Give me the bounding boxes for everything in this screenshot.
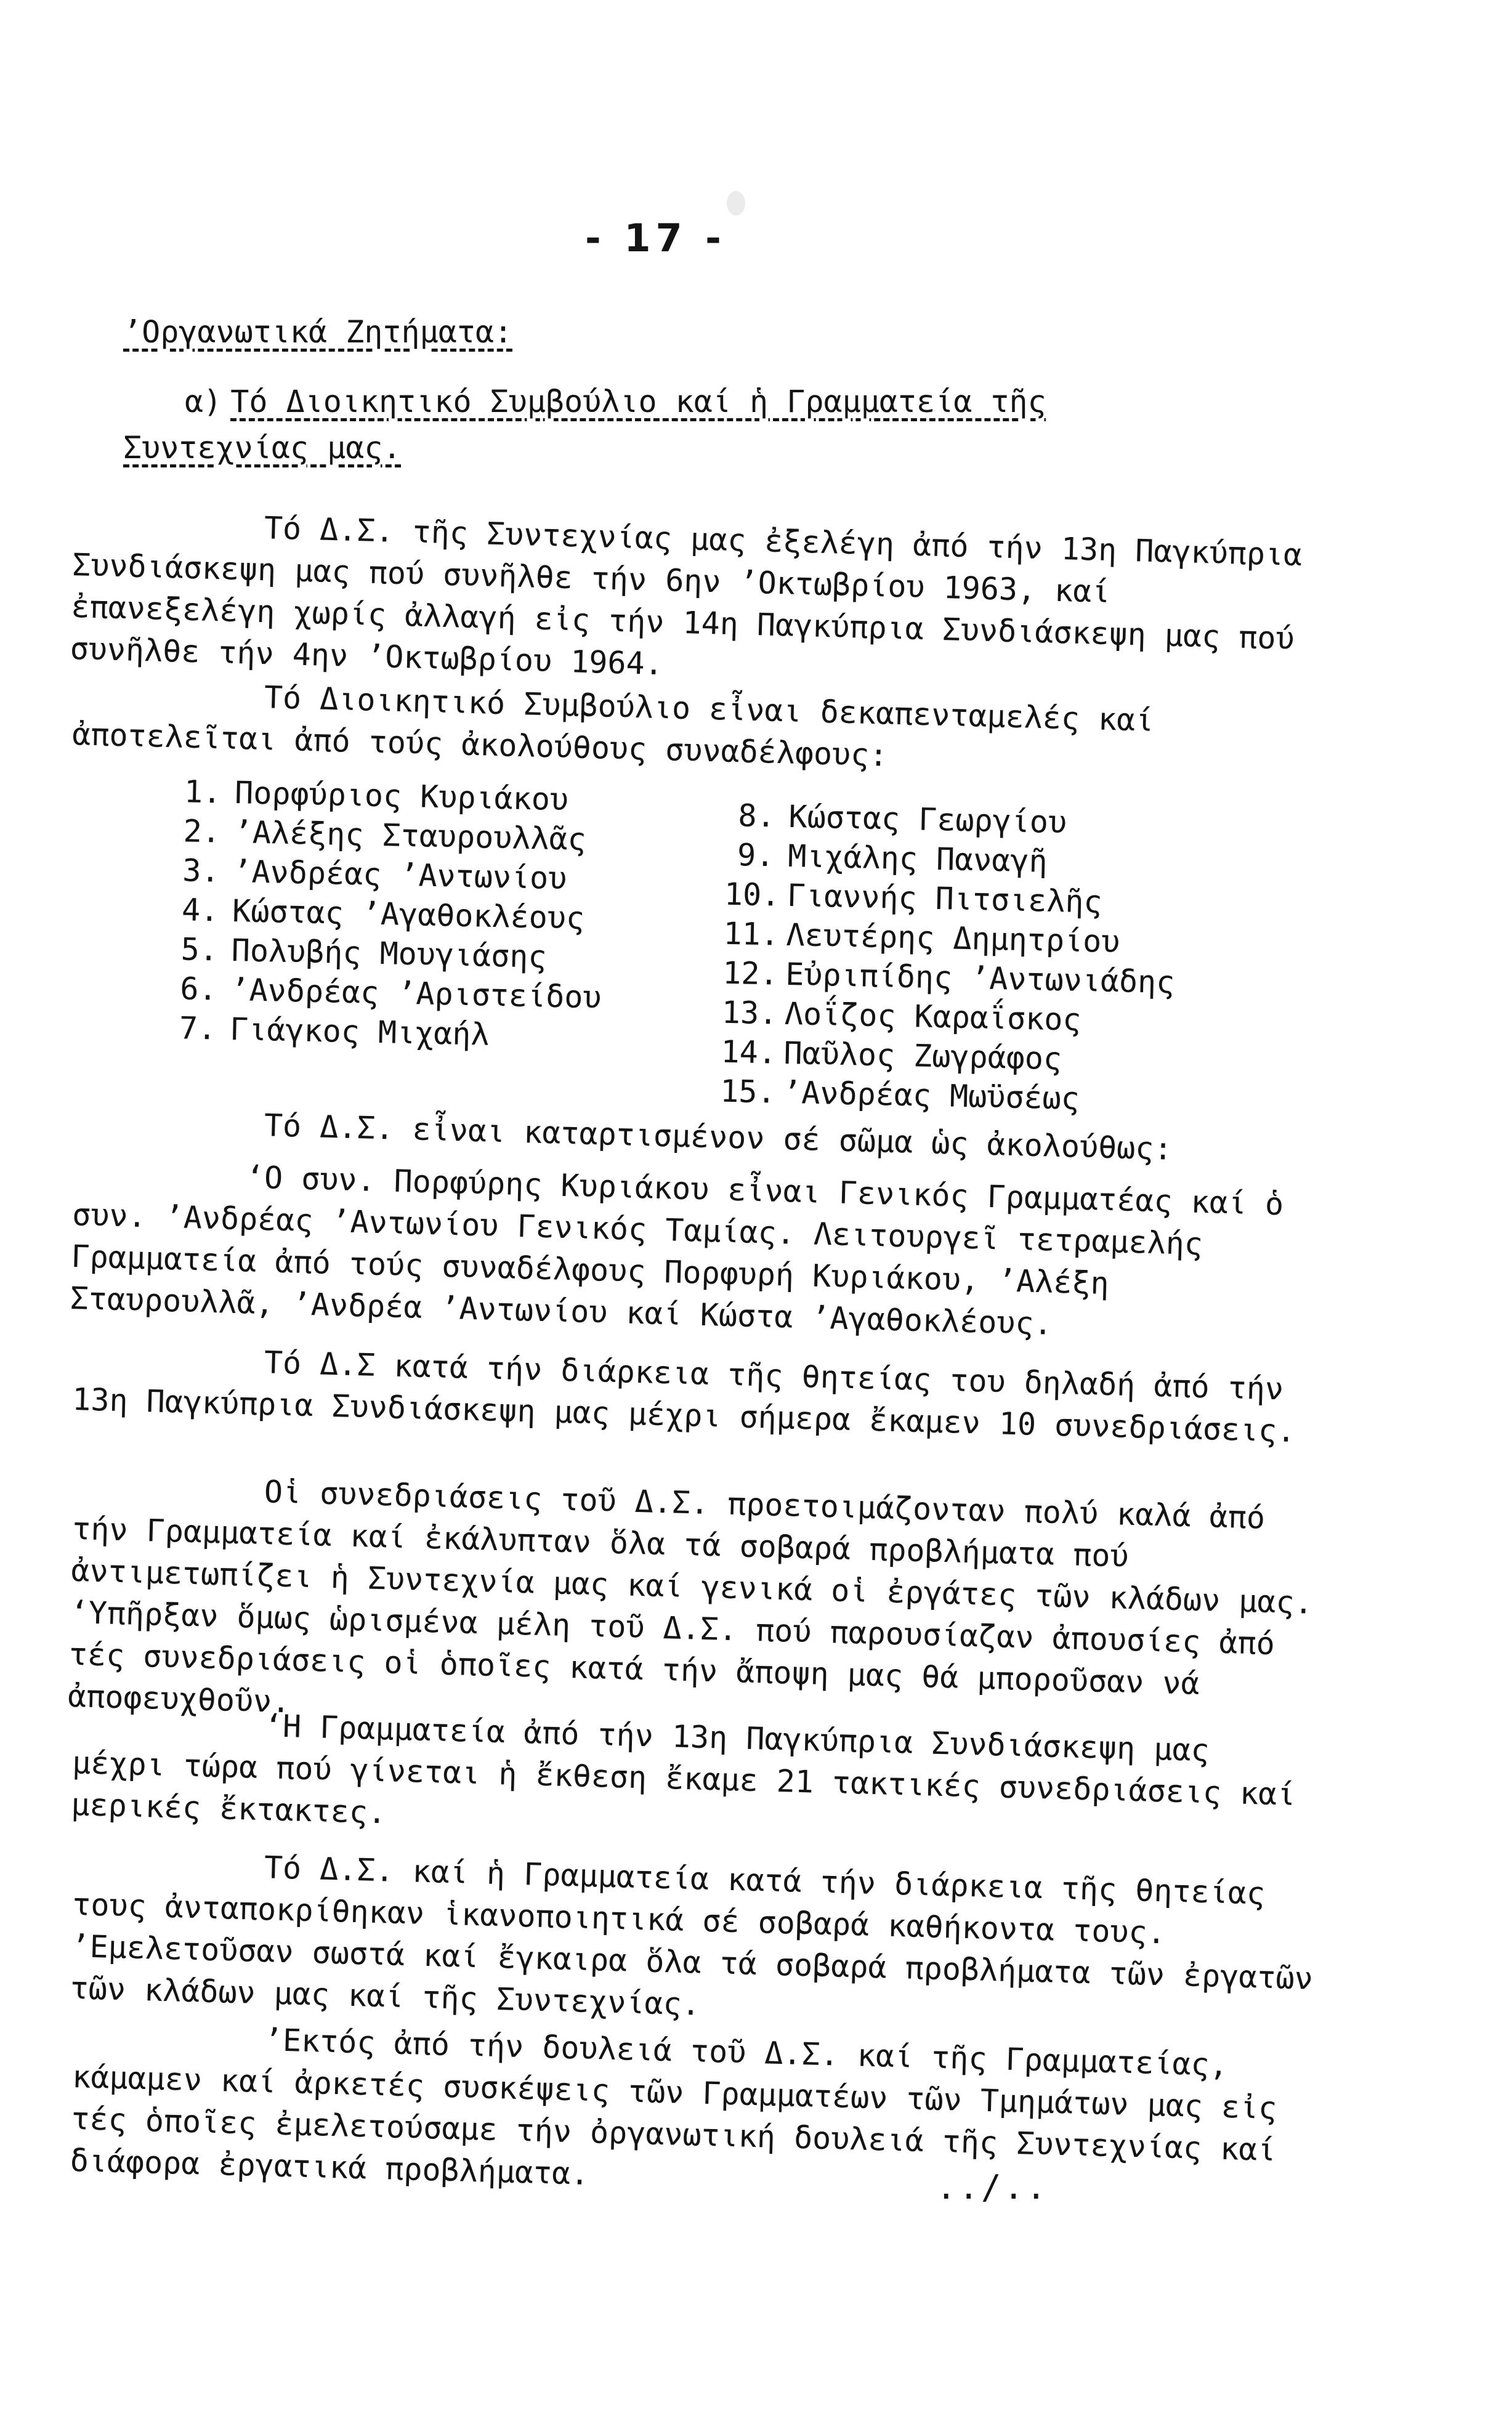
member-number: 9. bbox=[737, 837, 775, 874]
member-number: 15. bbox=[719, 1073, 777, 1110]
subheading bbox=[123, 379, 1170, 471]
subheading-text: Τό Διοικητικό Συμβούλιο καί ἡ Γραμματεία τῆς Συντεχνίας μας. bbox=[123, 384, 1046, 466]
paragraph-secretariat: ‘Η Γραμματεία ἀπό τήν 13η Παγκύπρια Συνδιάσκεψη μας μέχρι τώρα πού γίνεται ἡ ἔκθεση ἔκαμε 21 τακτικές συνεδριάσεις καί μερικές ἔκτακτες. bbox=[70, 1708, 1296, 1831]
member-number: 7. bbox=[179, 1010, 217, 1047]
member-number: 13. bbox=[721, 994, 778, 1032]
member-name: Γιάγκος Μιχαήλ bbox=[229, 1011, 490, 1053]
member-number: 3. bbox=[182, 852, 220, 889]
member-number: 1. bbox=[184, 774, 222, 810]
paragraph-other-work: ’Εκτός ἀπό τήν δουλειά τοῦ Δ.Σ. καί τῆς Γραμματείας, κάμαμεν καί ἀρκετές συσκέψεις τῶν Γραμματέων τῶν Τμημάτων μας εἰς τές ὁποῖες ἐμελετούσαμε τήν ὀργανωτική δουλειά τῆς Συντεχνίας καί διάφορα ἐργατικά προβλήματα. bbox=[70, 2022, 1278, 2192]
member-name: Κώστας Γεωργίου bbox=[788, 798, 1067, 841]
paragraph-performance: Τό Δ.Σ. καί ἡ Γραμματεία κατά τήν διάρκεια τῆς θητείας τους ἀνταποκρίθηκαν ἱκανοποιητικά σέ σοβαρά καθήκοντα τους. ’Εμελετοῦσαν σωστά καί ἔγκαιρα ὅλα τά σοβαρά προβλήματα τῶν ἐργατῶν τῶν κλάδων μας καί τῆς Συντεχνίας. bbox=[70, 1849, 1314, 2023]
subheading-number: α) bbox=[185, 384, 222, 419]
board-member-list bbox=[79, 770, 1379, 1142]
member-number: 5. bbox=[180, 931, 219, 968]
member-name: Λοΐζος Καραΐσκος bbox=[784, 995, 1082, 1038]
member-name: ’Ανδρέας Μωϋσέως bbox=[782, 1074, 1080, 1117]
member-column-right bbox=[720, 796, 1179, 1120]
member-number: 14. bbox=[721, 1033, 777, 1071]
member-column-left bbox=[167, 772, 606, 1057]
paragraph-meetings-quality: Οἱ συνεδριάσεις τοῦ Δ.Σ. προετοιμάζονταν πολύ καλά ἀπό τήν Γραμματεία καί ἐκάλυπταν ὅλα τά σοβαρά προβλήματα πού ἀντιμετωπίζει ἡ Συντεχνία μας καί γενικά οἱ ἐργάτες τῶν κλάδων μας. ‘Υπῆρξαν ὅμως ὡρισμένα μέλη τοῦ Δ.Σ. πού παρουσίαζαν ἀπουσίες ἀπό τές συνεδριάσεις οἱ ὁποῖες κατά τήν ἄποψη μας θά μποροῦσαν νά ἀποφευχθοῦν. bbox=[67, 1474, 1314, 1720]
scan-smudge bbox=[727, 191, 745, 216]
member-name: Λευτέρης Δημητρίου bbox=[786, 916, 1120, 960]
member-name: ’Ανδρέας ’Αντωνίου bbox=[232, 854, 567, 897]
member-name: Εὐριπίδης ’Αντωνιάδης bbox=[785, 956, 1175, 1001]
paragraph-meetings-count: Τό Δ.Σ κατά τήν διάρκεια τῆς θητείας του δηλαδή ἀπό τήν 13η Παγκύπρια Συνδιάσκεψη μας μέχρι σήμερα ἔκαμεν 10 συνεδριάσεις. bbox=[71, 1344, 1296, 1449]
page-number: - 17 - bbox=[585, 216, 726, 261]
member-name: Παῦλος Ζωγράφος bbox=[783, 1035, 1062, 1077]
member-name: Γιαννής Πιτσιελῆς bbox=[786, 877, 1103, 920]
paragraph-board-structure: Τό Δ.Σ. εἶναι καταρτισμένον σέ σῶμα ὡς ἀκολούθως: bbox=[264, 1107, 1173, 1167]
member-name: Κώστας ’Αγαθοκλέους bbox=[232, 893, 585, 936]
paragraph-board-composition: Τό Διοικητικό Συμβούλιο εἶναι δεκαπενταμελές καί ἀποτελεῖται ἀπό τούς ἀκολούθους συναδέλφους: bbox=[71, 679, 1155, 774]
member-number: 11. bbox=[723, 915, 780, 953]
member-number: 12. bbox=[722, 955, 779, 992]
member-number: 10. bbox=[724, 876, 780, 913]
member-number: 2. bbox=[183, 813, 221, 850]
member-name: Πολυβής Μουγιάσης bbox=[231, 932, 548, 975]
paragraph-board-election: Τό Δ.Σ. τῆς Συντεχνίας μας ἐξελέγη ἀπό τήν 13η Παγκύπρια Συνδιάσκεψη μας πού συνῆλθε τήν 6ην ’Οκτωβρίου 1963, καί ἐπανεξελέγη χωρίς ἀλλαγή εἰς τήν 14η Παγκύπρια Συνδιάσκεψη μας πού συνῆλθε τήν 4ην ’Οκτωβρίου 1964. bbox=[70, 510, 1303, 682]
member-name: Πορφύριος Κυριάκου bbox=[234, 775, 569, 818]
member-name: Μιχάλης Παναγῆ bbox=[787, 838, 1048, 879]
member-number: 4. bbox=[181, 892, 219, 929]
member-name: ’Ανδρέας ’Αριστείδου bbox=[230, 971, 602, 1016]
member-number: 6. bbox=[179, 971, 218, 1008]
member-name: ’Αλέξης Σταυρουλλᾶς bbox=[233, 814, 587, 858]
member-number: 8. bbox=[737, 798, 776, 835]
continued-marker: ../.. bbox=[936, 2168, 1049, 2207]
section-heading: ’Οργανωτικά Ζητήματα: bbox=[123, 314, 513, 350]
paragraph-officers: ‘Ο συν. Πορφύρης Κυριάκου εἶναι Γενικός Γραμματέας καί ὁ συν. ’Ανδρέας ’Αντωνίου Γενικός Ταμίας. Λειτουργεῖ τετραμελής Γραμματεία ἀπό τούς συναδέλφους Πορφυρή Κυριάκου, ’Αλέξη Σταυρουλλᾶ, ’Ανδρέα ’Αντωνίου καί Κώστα ’Αγαθοκλέους. bbox=[70, 1159, 1284, 1342]
